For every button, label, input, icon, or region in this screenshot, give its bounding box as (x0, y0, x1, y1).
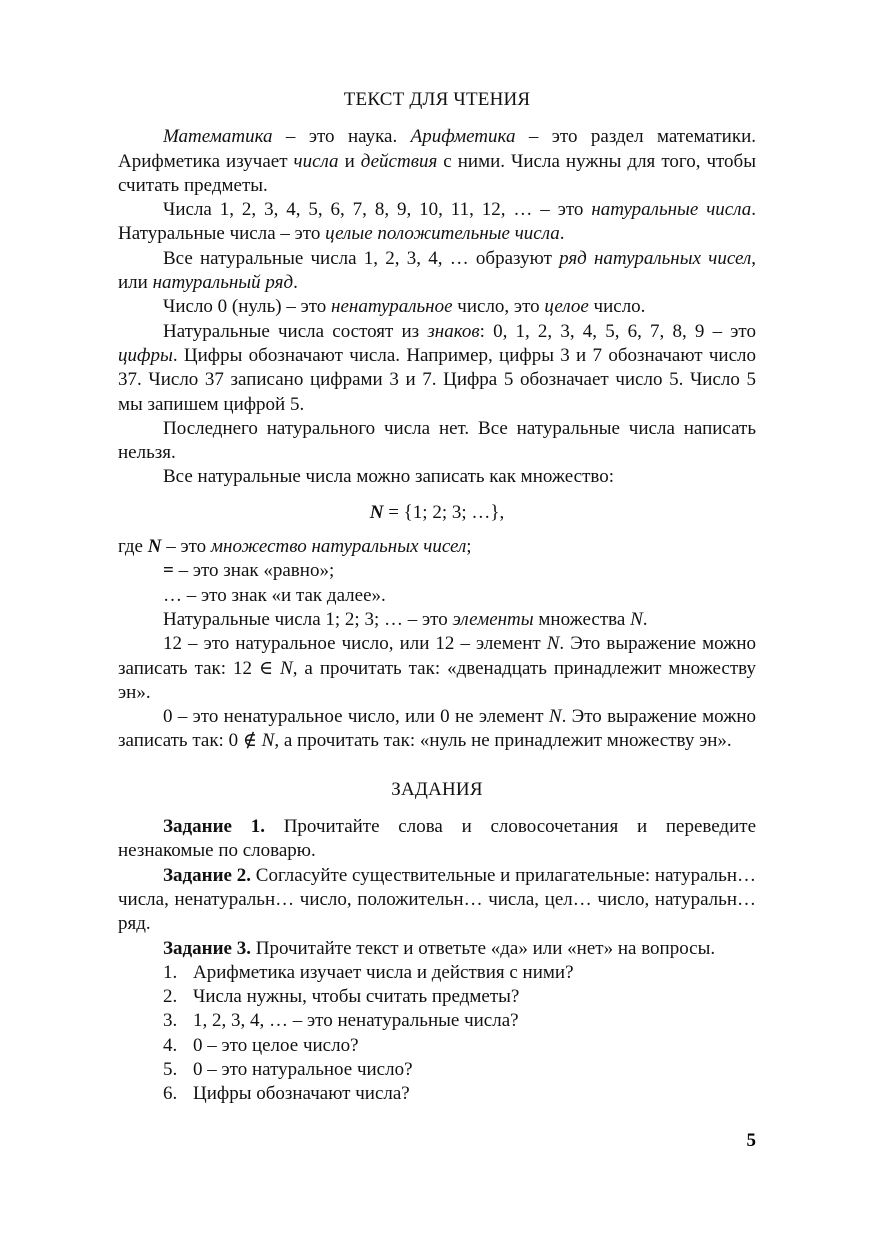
paragraph-1: Математика – это наука. Арифметика – это раздел математики. Арифметика изучает числа и действия с ними. Числа нужны для того, чтобы считать предметы. (118, 126, 756, 196)
paragraph-4: Число 0 (нуль) – это ненатуральное число, это целое число. (163, 296, 646, 318)
paragraph-10: … – это знак «и так далее». (163, 584, 386, 606)
task-1-label: Задание 1. (163, 816, 265, 838)
paragraph-8: где N – это множество натуральных чисел; (118, 536, 472, 558)
task-3: Задание 3. Прочитайте текст и ответьте «да» или «нет» на вопросы. (163, 937, 716, 959)
reading-title: ТЕКСТ ДЛЯ ЧТЕНИЯ (343, 89, 531, 110)
paragraph-13: 0 – это ненатуральное число, или 0 не элемент N. Это выражение можно записать так: 0 ∉ N, а прочитать так: «нуль не принадлежит множеству эн». (118, 706, 756, 752)
list-item: 4. 0 – это целое число? (163, 1034, 359, 1056)
list-item: 3. 1, 2, 3, 4, … – это ненатуральные числа? (163, 1010, 519, 1032)
list-item: 5. 0 – это натуральное число? (163, 1058, 413, 1080)
task-1: Задание 1. Прочитайте слова и словосочетания и переведите незнакомые по словарю. (118, 816, 756, 862)
list-item: 2. Числа нужны, чтобы считать предметы? (163, 986, 520, 1008)
paragraph-5: Натуральные числа состоят из знаков: 0, 1, 2, 3, 4, 5, 6, 7, 8, 9 – это цифры. Цифры обозначают числа. Например, цифры 3 и 7 обозначают число 37. Число 37 записано цифрами 3 и 7. Цифра 5 обозначает число 5. Число 5 мы запишем цифрой 5. (118, 320, 756, 415)
paragraph-3: Все натуральные числа 1, 2, 3, 4, … образуют ряд натуральных чисел, или натуральный ряд. (118, 247, 756, 294)
paragraph-11: Натуральные числа 1; 2; 3; … – это элементы множества N. (163, 608, 648, 630)
task-2: Задание 2. Согласуйте существительные и прилагательные: натуральн… числа, ненатуральн… число, положительн… числа, цел… число, натуральн… ряд. (118, 864, 756, 935)
paragraph-12: 12 – это натуральное число, или 12 – элемент N. Это выражение можно записать так: 12 ∈ N, а прочитать так: «двенадцать принадлежит множеству эн». (118, 633, 756, 703)
list-item: 6. Цифры обозначают числа? (163, 1083, 410, 1105)
page-number: 5 (746, 1130, 756, 1151)
paragraph-7: Все натуральные числа можно записать как множество: (163, 466, 615, 488)
paragraph-2: Числа 1, 2, 3, 4, 5, 6, 7, 8, 9, 10, 11, 12, … – это натуральные числа. Натуральные числа – это целые положительные числа. (118, 199, 756, 245)
task-3-label: Задание 3. (163, 937, 251, 959)
task-2-label: Задание 2. (163, 864, 251, 886)
question-list (118, 961, 756, 1107)
paragraph-9: = – это знак «равно»; (163, 560, 335, 582)
paragraph-6: Последнего натурального числа нет. Все натуральные числа написать нельзя. (118, 417, 756, 464)
page-content (118, 88, 756, 1107)
list-item: 1. Арифметика изучает числа и действия с ними? (163, 961, 574, 983)
set-formula: N = {1; 2; 3; …}, (369, 501, 505, 523)
tasks-title: ЗАДАНИЯ (391, 778, 483, 800)
